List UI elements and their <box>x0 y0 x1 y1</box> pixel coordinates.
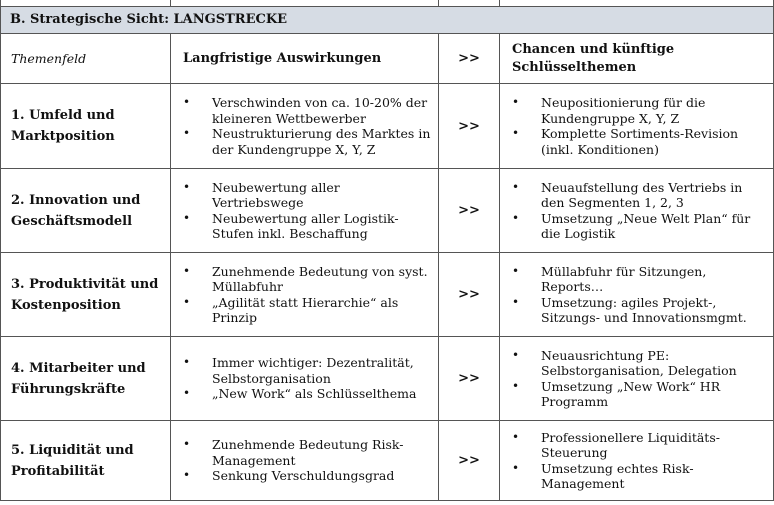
chances-cell <box>500 253 774 336</box>
topic-line: Kostenposition <box>11 297 121 313</box>
table-row <box>0 421 774 501</box>
list-item: • Neubewertung aller Logistik-Stufen inkl. Beschaffung <box>171 211 438 242</box>
header-chancen-line2: Schlüsselthemen <box>512 59 637 75</box>
header-themenfeld-cell <box>1 34 171 83</box>
arrow-cell <box>439 253 500 336</box>
section-title-bar <box>0 6 774 34</box>
table-row <box>0 253 774 337</box>
effects-cell <box>171 84 439 168</box>
topic-cell <box>1 421 171 500</box>
chances-cell <box>500 337 774 420</box>
header-row <box>0 34 774 84</box>
chances-list <box>500 430 774 492</box>
header-arrow-cell <box>439 34 500 83</box>
topic-line: Führungskräfte <box>11 381 126 397</box>
topic-line: 1. Umfeld und <box>11 108 115 123</box>
table-row <box>0 169 774 253</box>
arrow-cell <box>439 169 500 252</box>
table-row <box>0 337 774 421</box>
list-item: • Komplette Sortiments-Revision (inkl. Konditionen) <box>500 126 774 157</box>
arrow-marker: >> <box>458 287 480 302</box>
list-item: • Neustrukturierung des Marktes in der Kundengruppe X, Y, Z <box>171 126 438 157</box>
effects-list <box>171 355 438 402</box>
effects-list <box>171 95 438 157</box>
chances-list <box>500 95 774 157</box>
chances-list <box>500 348 774 410</box>
list-item: • „New Work“ als Schlüsselthema <box>171 386 438 402</box>
list-item: • Neubewertung aller Vertriebswege <box>171 180 438 211</box>
list-item: • Müllabfuhr für Sitzungen, Reports… <box>500 264 774 295</box>
list-item: • Neuausrichtung PE: Selbstorganisation, Delegation <box>500 348 774 379</box>
effects-cell <box>171 253 439 336</box>
chances-cell <box>500 169 774 252</box>
arrow-marker: >> <box>458 203 480 218</box>
chances-list <box>500 264 774 326</box>
table-row <box>0 84 774 169</box>
effects-cell <box>171 337 439 420</box>
arrow-cell <box>439 84 500 168</box>
topic-cell <box>1 337 171 420</box>
effects-cell <box>171 421 439 500</box>
list-item: • „Agilität statt Hierarchie“ als Prinzip <box>171 295 438 326</box>
topic-line: Geschäftsmodell <box>11 213 133 229</box>
header-auswirkungen: Langfristige Auswirkungen <box>183 50 382 66</box>
list-item: • Verschwinden von ca. 10-20% der kleineren Wettbewerber <box>171 95 438 126</box>
list-item: • Senkung Verschuldungsgrad <box>171 468 438 484</box>
list-item: • Professionellere Liquiditäts-Steuerung <box>500 430 774 461</box>
chances-cell <box>500 84 774 168</box>
list-item: • Umsetzung echtes Risk-Management <box>500 461 774 492</box>
arrow-cell <box>439 337 500 420</box>
list-item: • Umsetzung „New Work“ HR Programm <box>500 379 774 410</box>
effects-list <box>171 180 438 242</box>
arrow-marker: >> <box>458 453 480 468</box>
topic-line: Marktposition <box>11 129 115 144</box>
topic-line: 4. Mitarbeiter und <box>11 360 146 376</box>
list-item: • Umsetzung „Neue Welt Plan“ für die Logistik <box>500 211 774 242</box>
arrow-marker: >> <box>458 371 480 386</box>
header-arrow: >> <box>458 51 480 66</box>
topic-line: 3. Produktivität und <box>11 276 159 292</box>
chances-cell <box>500 421 774 500</box>
arrow-cell <box>439 421 500 500</box>
topic-cell <box>1 253 171 336</box>
list-item: • Zunehmende Bedeutung von syst. Müllabfuhr <box>171 264 438 295</box>
header-themenfeld: Themenfeld <box>11 51 87 66</box>
topic-line: 2. Innovation und <box>11 192 141 208</box>
effects-list <box>171 264 438 326</box>
topic-cell <box>1 169 171 252</box>
effects-cell <box>171 169 439 252</box>
header-chancen-cell <box>500 34 774 83</box>
list-item: • Immer wichtiger: Dezentralität, Selbstorganisation <box>171 355 438 386</box>
topic-cell <box>1 84 171 168</box>
list-item: • Neuaufstellung des Vertriebs in den Segmenten 1, 2, 3 <box>500 180 774 211</box>
list-item: • Neupositionierung für die Kundengruppe X, Y, Z <box>500 95 774 126</box>
list-item: • Zunehmende Bedeutung Risk-Management <box>171 437 438 468</box>
arrow-marker: >> <box>458 118 480 134</box>
section-title: B. Strategische Sicht: LANGSTRECKE <box>10 12 288 27</box>
effects-list <box>171 437 438 484</box>
topic-line: 5. Liquidität und <box>11 442 134 458</box>
header-auswirkungen-cell <box>171 34 439 83</box>
header-chancen-line1: Chancen und künftige <box>512 41 675 57</box>
list-item: • Umsetzung: agiles Projekt-, Sitzungs- und Innovationsmgmt. <box>500 295 774 326</box>
topic-line: Profitabilität <box>11 463 105 479</box>
chances-list <box>500 180 774 242</box>
